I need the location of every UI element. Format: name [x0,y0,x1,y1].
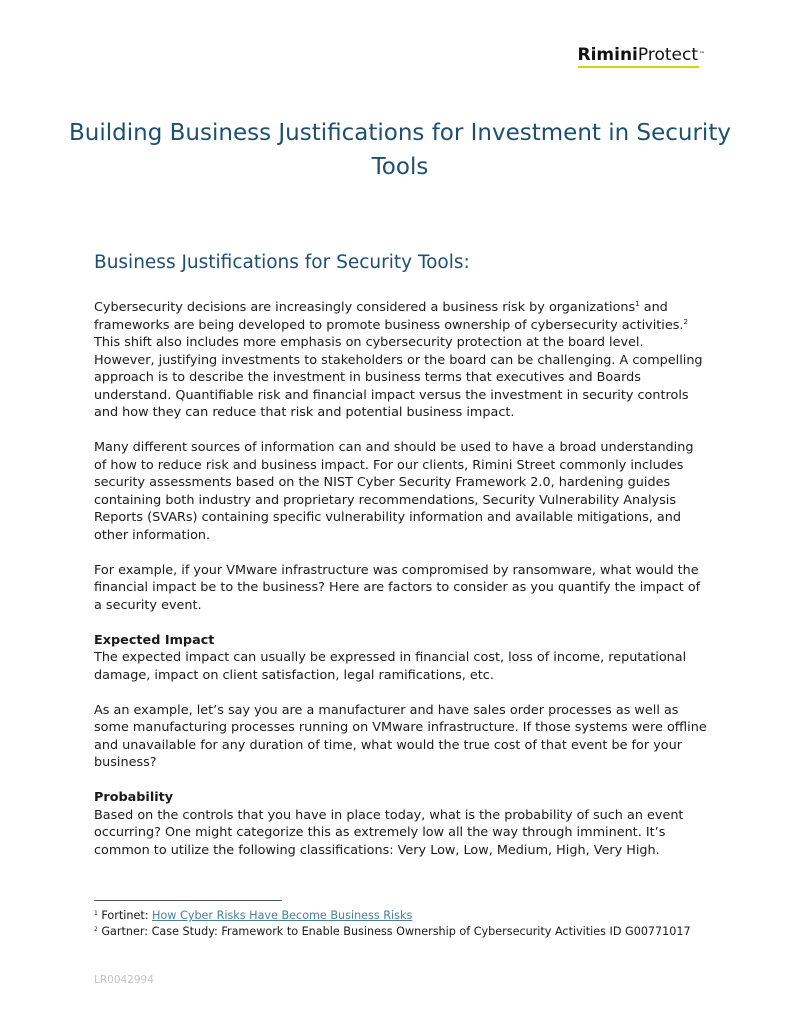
paragraph-manufacturer-example: As an example, let’s say you are a manufacturer and have sales order processes as well as some manufacturing processes running on VMware infrastructure. If those systems were offline and unavailable for any duration of time, what would the true cost of that event be for your business? [94,702,707,770]
probability-text: Based on the controls that you have in place today, what is the probability of such an event occurring? One might categorize this as extremely low all the way through imminent. It’s common to utilize the following classifications: Very Low, Low, Medium, High, Very High. [94,807,684,858]
logo-underline [578,66,700,68]
section-heading: Business Justifications for Security Tools: [94,252,470,273]
footnote-ref-2: 2 [683,317,688,326]
expected-impact-text: The expected impact can usually be expressed in financial cost, loss of income, reputational damage, impact on client satisfaction, legal ramifications, etc. [94,650,687,683]
paragraph-example: For example, if your VMware infrastructure was compromised by ransomware, what would the financial impact be to the business? Here are factors to consider as you quantify the impact of a security event. [94,562,701,613]
rimini-protect-logo [578,45,706,65]
footnote-2: $^2$ Gartner: Case Study: Framework to Enable Business Ownership of Cybersecurity Activities ID G00771017 [94,925,691,938]
probability-heading: Probability [94,790,174,805]
footnote-ref-1: 1 [635,300,640,308]
footnote-1: $^1$ Fortinet: How Cyber Risks Have Become Business Risks [94,909,413,922]
footnote-divider [94,900,282,901]
footnote-1-link[interactable]: How Cyber Risks Have Become Business Risks [152,909,413,922]
logo-wordmark [578,45,706,65]
logo-bold-text: Rimini [577,45,638,65]
document-title: Building Business Justifications for Investment in Security Tools [69,120,731,180]
paragraph-sources: Many different sources of information can and should be used to have a broad understanding of how to reduce risk and business impact. For our clients, Rimini Street commonly includes security assessments based on the NIST Cyber Security Framework 2.0, hardening guides containing both industry and proprietary recommendations, Security Vulnerability Analysis Reports (SVARs) containing specific vulnerability information and available mitigations, and other information. [94,440,694,543]
document-id: LR0042994 [94,974,154,986]
logo-light-text: Protect [637,45,698,65]
expected-impact-heading: Expected Impact [94,632,215,648]
document-body [94,299,708,859]
logo-trademark: ™ [699,51,705,58]
footnotes [94,908,734,940]
paragraph-intro: Cybersecurity decisions are increasingly considered a business risk by organizations$^1$ and frameworks are being developed to promote business ownership of cybersecurity activities.$^2$ This shift also includes more emphasis on cybersecurity protection at the board level. However, justifying investments to stakeholders or the board can be challenging. A compelling approach is to describe the investment in business terms that executives and Boards understand. Quantifiable risk and financial impact versus the investment in security controls and how they can reduce that risk and potential business impact. [94,300,703,420]
